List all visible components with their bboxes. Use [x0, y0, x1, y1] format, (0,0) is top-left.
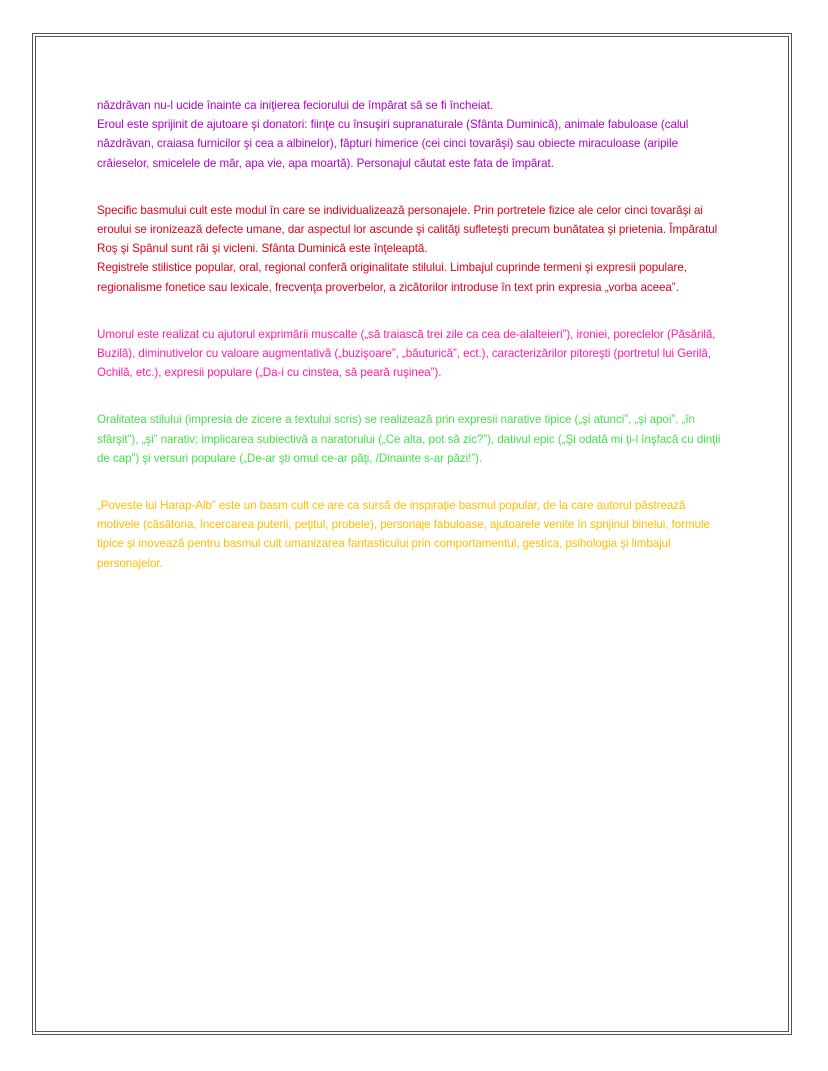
paragraph-humor: Umorul este realizat cu ajutorul exprimării muscalte („să traiască trei zile ca cea de-alalteieri”), ironiei, poreclelor (Păsărilă, Buzilă), diminutivelor cu valoare augmentativă („buzişoare”, „băuturică”, ect.), caracterizărilor pitoreşti (portretul lui Gerilă, Ochilă, etc.), expresii populare („Da-i cu cinstea, să peară ruşinea”).: [97, 327, 716, 380]
paragraph-initiation: năzdrăvan nu-l ucide înainte ca iniţierea feciorului de împărat să se fi încheiat.: [97, 99, 494, 112]
paragraph-gap: [97, 297, 729, 325]
paragraph-characterization: Specific basmului cult este modul în care se individualizează personajele. Prin portretele fizice ale celor cinci tovarăşi ai eroului se ironizează defecte umane, dar aspectul lor ascunde şi calităţi sufleteşti precum bunătatea şi prietenia. Împăratul Roş şi Spânul sunt răi şi vicleni. Sfânta Duminică este înţeleaptă.: [97, 203, 718, 256]
paragraph-block-characters-style: [97, 201, 729, 297]
paragraph-gap: [97, 173, 729, 201]
paragraph-orality: Oralitatea stilului (impresia de zicere a textului scris) se realizează prin expresii narative tipice („şi atunci”, „şi apoi”, „în sfârşit”), „şi” narativ; implicarea subiectivă a naratorului („Ce alta, pot să zic?”), dativul epic („Şi odată mi ţi-l înşfacă cu dinţii de cap”) şi versuri populare („De-ar şti omul ce-ar păţi, /Dinainte s-ar păzi!”).: [97, 413, 721, 465]
paragraph-block-heroes-helpers: [97, 96, 729, 173]
document-body: [97, 96, 729, 573]
paragraph-gap: [97, 382, 729, 410]
paragraph-gap: [97, 468, 729, 496]
paragraph-helpers-donors: Eroul este sprijinit de ajutoare şi donatori: fiinţe cu însuşiri supranaturale (Sfânta Duminică), animale fabuloase (calul năzdrăvan, craiasa furnicilor şi cea a albinelor), făpturi himerice (cei cinci tovarăşi) sau obiecte miraculoase (aripile crăieselor, smicelele de măr, apa vie, apa moartă). Personajul căutat este fata de împărat.: [97, 118, 689, 170]
paragraph-conclusion: „Poveste lui Harap-Alb” este un basm cult ce are ca sursă de inspiraţie basmul popular, de la care autorul păstrează motivele (căsătoria, încercarea puterii, peţitul, probele), personaje fabuloase, ajutoarele venite în sprijinul binelui, formule tipice şi inovează pentru basmul cult umanizarea fantasticului prin comportamentul, gestica, psihologia şi limbajul personajelor.: [97, 499, 710, 570]
paragraph-block-conclusion: [97, 496, 729, 573]
paragraph-stylistic-registers: Registrele stilistice popular, oral, regional conferă originalitate stilului. Limbajul cuprinde termeni şi expresii populare, regionalisme fonetice sau lexicale, frecvenţa proverbelor, a zicătorilor introduse în text prin expresia „vorba aceea”.: [97, 261, 687, 294]
paragraph-block-humor: [97, 325, 729, 383]
paragraph-block-orality: [97, 410, 729, 468]
